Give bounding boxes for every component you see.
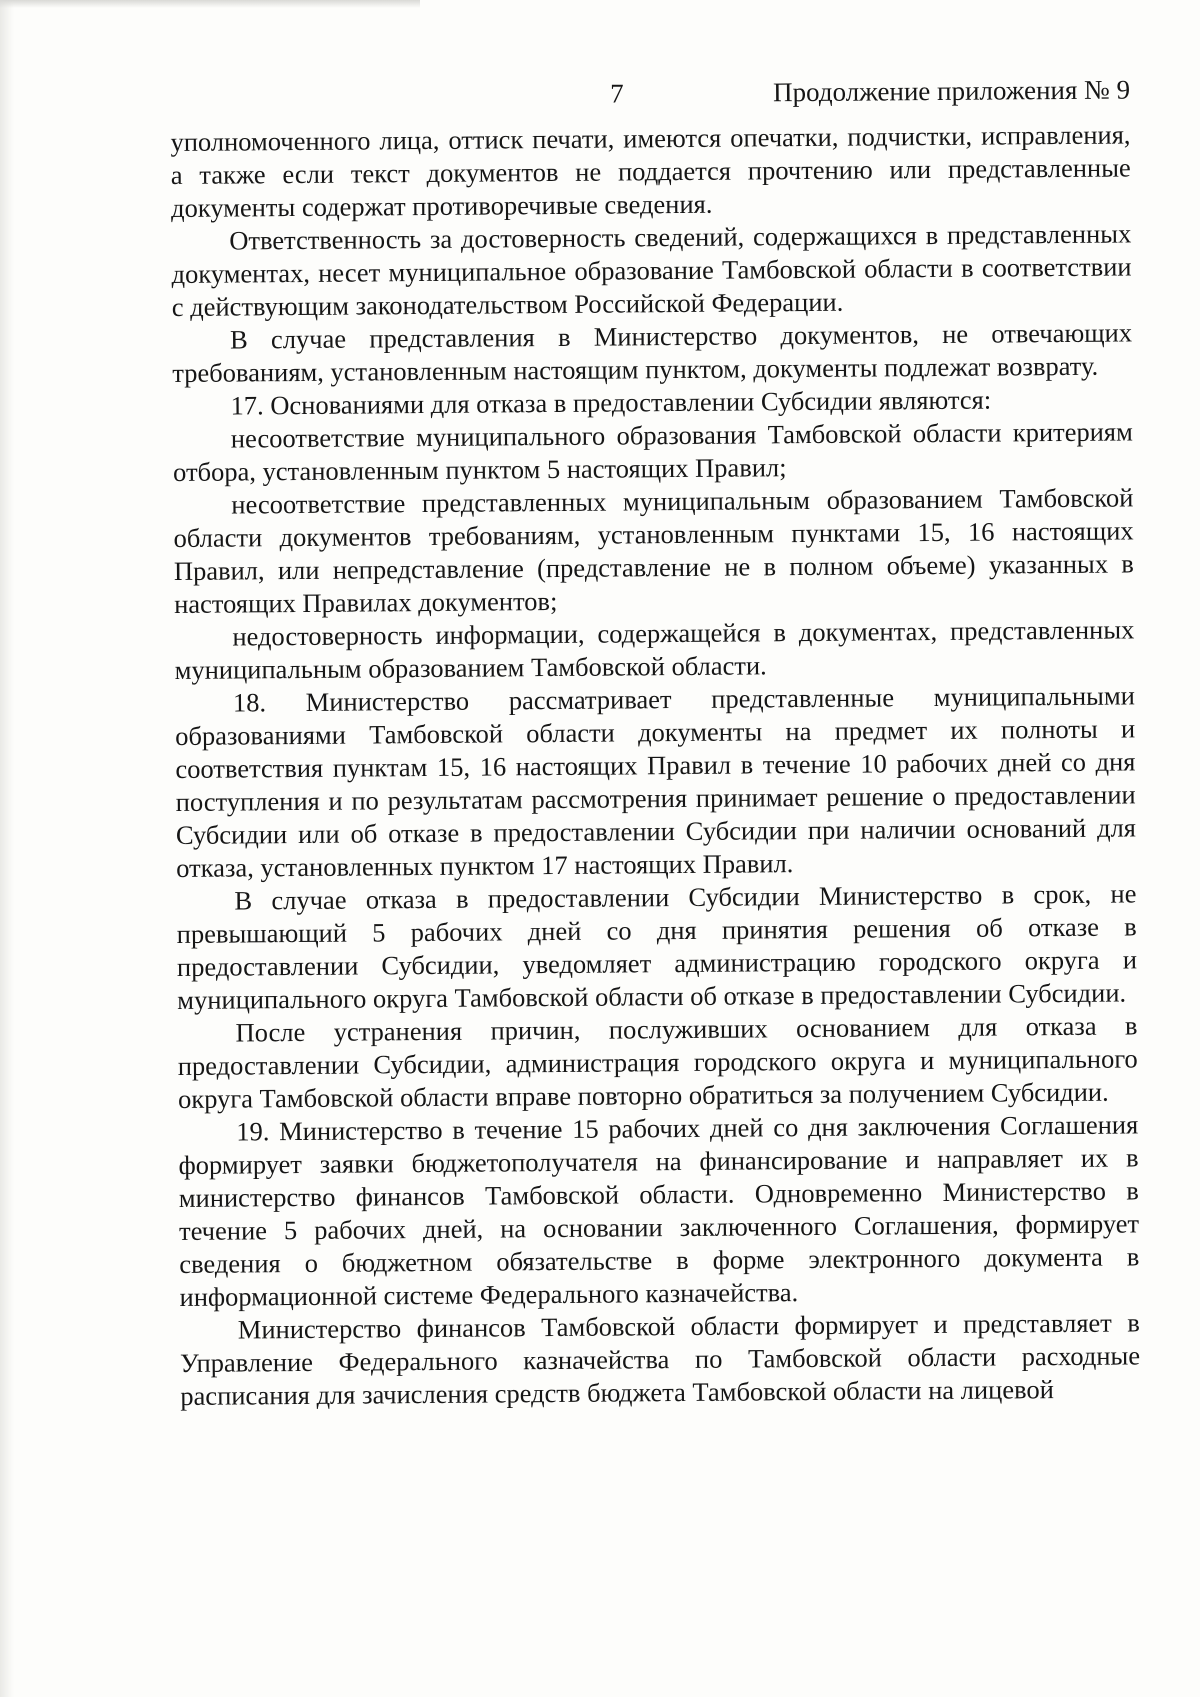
paragraph-unreliable-info: недостоверность информации, содержащейся в документах, представленных муниципальным образованием Тамбовской области. <box>174 614 1135 685</box>
scan-shadow-top <box>0 0 420 8</box>
paragraph-item-18: 18. Министерство рассматривает представленные муниципальными образованиями Тамбовской области документы на предмет их полноты и соответствия пунктам 15, 16 настоящих Правил в течение 10 рабочих дней со дня поступления и по результатам рассмотрения принимает решение о предоставлении Субсидии или об отказе в предоставлении Субсидии при наличии оснований для отказа, установленных пунктом 17 настоящих Правил. <box>175 680 1137 883</box>
paragraph-item-17: 17. Основаниями для отказа в предоставлении Субсидии являются: <box>230 384 992 421</box>
paragraph-reapply: После устранения причин, послуживших основанием для отказа в предоставлении Субсидии, администрация городского округа и муниципального округа Тамбовской области вправе повторно обратиться за получением Субсидии. <box>177 1010 1138 1114</box>
scan-shadow-left <box>0 0 14 1697</box>
page-number: 7 <box>610 78 624 109</box>
paragraph-responsibility: Ответственность за достоверность сведений, содержащихся в представленных документах, несет муниципальное образование Тамбовской области в соответствии с действующим законодательством Российской Федерации. <box>171 218 1132 322</box>
continuation-note: Продолжение приложения № 9 <box>772 74 1131 108</box>
paragraph-refusal-notice: В случае отказа в предоставлении Субсидии Министерство в срок, не превышающий 5 рабочих дней со дня принятия решения об отказе в предоставлении Субсидии, уведомляет администрацию городского округа и муниципального округа Тамбовской области об отказе в предоставлении Субсидии. <box>176 878 1138 1015</box>
paragraph-documents-mismatch: несоответствие представленных муниципальным образованием Тамбовской области документов требованиям, установленным пунктами 15, 16 настоящих Правил, или непредставление (представление не в полном объеме) указанных в настоящих Правилах документов; <box>173 482 1134 619</box>
document-body <box>170 118 1140 1413</box>
paragraph-return-documents: В случае представления в Министерство документов, не отвечающих требованиям, установленным настоящим пунктом, документы подлежат возврату. <box>172 317 1133 388</box>
page-header <box>170 70 1130 126</box>
paragraph-item-19: 19. Министерство в течение 15 рабочих дней со дня заключения Соглашения формирует заявки бюджетополучателя на финансирование и направляет их в министерство финансов Тамбовской области. Одновременно Министерство в течение 5 рабочих дней, на основании заключенного Соглашения, формирует сведения о бюджетном обязательстве в форме электронного документа в информационной системе Федерального казначейства. <box>178 1109 1140 1312</box>
document-page <box>170 70 1140 1412</box>
paragraph-finance-ministry: Министерство финансов Тамбовской области формирует и представляет в Управление Федерального казначейства по Тамбовской области расходные расписания для зачисления средств бюджета Тамбовской области на лицевой <box>179 1307 1141 1411</box>
paragraph-criteria-mismatch: несоответствие муниципального образования Тамбовской области критериям отбора, установленным пунктом 5 настоящих Правил; <box>172 416 1133 487</box>
paragraph-continued: уполномоченного лица, оттиск печати, имеются опечатки, подчистки, исправления, а также если текст документов не поддается прочтению или представленные документы содержат противоречивые сведения. <box>170 119 1131 223</box>
